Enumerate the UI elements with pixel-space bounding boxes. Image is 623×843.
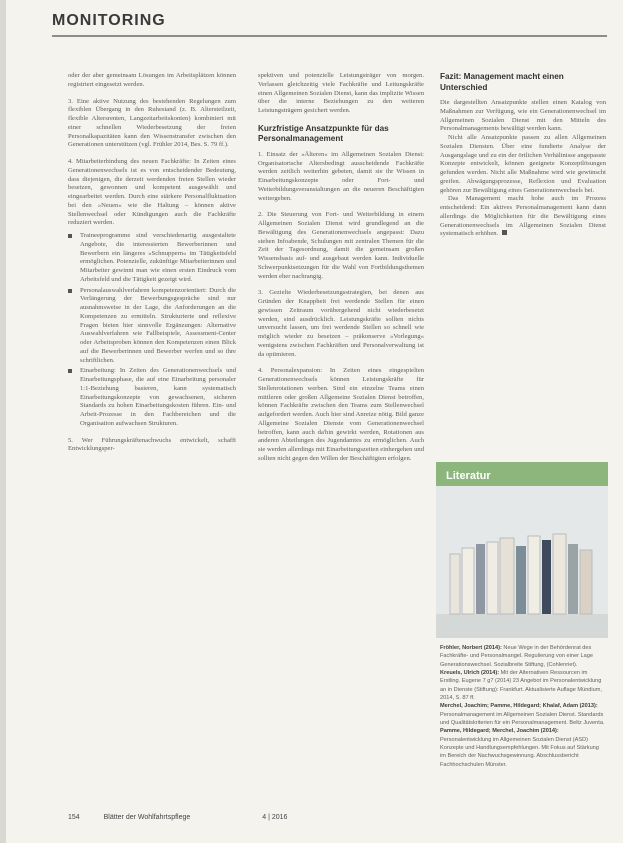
column-1: [68, 72, 236, 454]
page-binding-shadow: [0, 0, 6, 843]
list-item: [68, 367, 236, 428]
col2-paragraph-2: 1. Einsatz der »Älteren« im Allgemeinen Sozialen Dienst: Organisatorische Altersbedingt ausscheidende Fachkräfte werden zeitlich weiterhin gebeten, damit sie ihr Wissen in Einarbeitungskonzepte oder Fort- und Weiterbildungsveranstaltungen an die neueren Beschäftigten weitergeben.: [258, 150, 424, 202]
reference-author: Pamme, Hildegard; Merchel, Joachim (2014):: [440, 728, 559, 735]
end-of-article-icon: [502, 230, 507, 235]
reference-author: Kreuels, Ulrich (2014):: [440, 670, 500, 677]
col2-paragraph-1: spektiven und potenzielle Leistungsträger von morgen. Verlassen gleichzeitig viele Fachkräfte und Leitungskräfte einen Allgemeinen Sozialen Dienst, kann das implizite Wissen über die interne Beziehungen zu den weiteren Leistungsträgern gesichert werden.: [258, 72, 424, 114]
section-header: MONITORING: [52, 12, 166, 29]
reference-item: [440, 727, 606, 769]
reference-text: Mit der Alternativen Ressourcen im Erstling. Eugene 7 g7 (2014) 23 Angebot im Personalentwicklung an in Dienste (Stiftung): Frankfurt. Aktualisierte Auflage Mündium, 2014, S. 87 ff.: [440, 670, 602, 702]
col2-paragraph-4: 3. Gezielte Wiederbesetzungsstrategien, bei denen aus Gründen der Knappheit frei werdende Stellen für einen gewissen Zeitraum vorübergehend nicht wiederbesetzt werden, sind ausdrücklich. Leistungskräfte sollten nichts unversucht lassen, um frei werdende Stellen so schnell wie möglich wieder zu besetzen – präkonserve »Vorlegung« wenigstens zwischen Fachkräften und Personalverwaltung ist da optimieren.: [258, 289, 424, 358]
col3-heading: Fazit: Management macht einen Unterschied: [440, 72, 564, 92]
books-illustration: [436, 486, 608, 638]
col1-paragraph-1: oder der aber gemeinsam Lösungen im Arbeitsplätzen können registriert eingesetzt werden.: [68, 72, 236, 88]
list-item-text: Einarbeitung: In Zeiten des Generationenwechsels und Einarbeitungsphase, die auf eine Einarbeitung personaler 1:1-Beziehung basieren, kann systematisch Einarbeitungskonzepte von gewachsenen, sicheren Standards zu hohen Einarbeitungskosten führen. Ein- und Arbeit-Prozesse in den Fachbereichen und die Organisation aufwachsen Strukturen.: [80, 367, 236, 427]
literature-box: [436, 462, 608, 638]
square-bullet-icon: [68, 369, 72, 373]
page-number: 154: [68, 814, 80, 821]
reference-author: Fröhler, Norbert (2014):: [440, 645, 502, 651]
references-list: [440, 644, 606, 769]
books-photo: [436, 486, 608, 638]
reference-author: Merchel, Joachim; Pamme, Hildegard; Khalaf, Adam (2013):: [440, 703, 598, 710]
header-rule: [52, 35, 607, 37]
page-footer: [68, 814, 287, 821]
col2-paragraph-5: 4. Personalexpansion: In Zeiten eines eingespielten Generationenwechsels können Leistungskräfte für Stellenrotationen werben. Sind ein einzelne Teams einen mittleren oder großen Allgemeine Sozialen Dienst betroffen, können Fachkräfte zwischen den Teams zum Stellenwechsel aufgefordert werden. Auch hier sind Anreize nötig. Bild ganze Allgemeine Sozialen Dienste vom Generationenwechsel betroffen, kann auch da'hin gewirkt werden, Rotationen aus anderen Abteilungen des Jugendamtes zu ermöglichen. Auch sie werden allerdings mit Einarbeitungszeiten einhergehen und sollten nicht gegen den Willen der Beschäftigten erfolgen.: [258, 367, 424, 462]
col3-paragraph-1: Die dargestellten Ansatzpunkte stellen einen Katalog von Maßnahmen zur Verfügung, wie ein Generationenwechsel im Allgemeinen Sozialen Dienst mit den Mitteln des Personalmanagements bewältigt werden kann.: [440, 99, 606, 133]
reference-text: Personalentwicklung im Allgemeinen Sozialen Dienst (ASD) Konzepte und Handlungsempfehlungen. Mit Fokus auf Stärkung im Bereich der Nachwuchsgewinnung. Abschlussbericht Fachhochschulen Münster.: [440, 736, 599, 768]
issue-number: 4 | 2016: [262, 814, 288, 821]
col1-paragraph-2: 3. Eine aktive Nutzung des bestehenden Regelungen zum flexiblen Übergang in den Ruhestand (z. B. Altersteilzeit, flexible Altersrenten, Langzeitarbeitskonten) kombiniert mit einer schnellen Wiederbesetzung der freien Personalkapazitäten kann den Wissenstransfer zwischen den Generationen unterstützen (vgl. Frühler 2014, Bes. S. 79 ff.).: [68, 97, 236, 149]
col3-paragraph-2: Nicht alle Ansatzpunkte passen zu allen Allgemeinen Sozialen Diensten. Über eine fundierte Analyse der Ausgangslage und zu ein der örtlichen Verhältnisse angepasste Konzepte entwickelt, können geeignete Konzeptlösungen gefunden werden. Nicht alle Maßnahme wird wie gewünscht greifen. Abwägungsprozesse, Reflexion und Evaluation gehören zur Bewältigung eines Generationenwechsels bei.: [440, 134, 606, 194]
list-item: [68, 287, 236, 366]
reference-item: [440, 702, 606, 727]
reference-text: Personalmanagement im Allgemeinen Sozialen Dienst. Standards und Qualitätskriterien für ein Personalmanagement. Beltz Juventa.: [440, 711, 605, 727]
square-bullet-icon: [68, 234, 72, 238]
literature-title: Literatur: [446, 470, 491, 482]
col1-bullet-list: [68, 232, 236, 429]
col1-paragraph-3: 4. Mitarbeiterbindung des neuen Fachkräfte: In Zeiten eines Generationenwechsels ist es von entscheidender Bedeutung, dass diejenigen, die derzeit werdenden freien Stellen wieder besetzen, gewonnen und kompetent ausgewählt und eingearbeitet werden. Durch eine stärkere Personalfluktuation bei den »Neuen« wie die Haltung – können aktive Stellenwechsel oder Kündigungen auch die Fachkräfte reduziert werden.: [68, 158, 236, 227]
col1-paragraph-4: 5. Wer Führungskräftenachwuchs entwickelt, schafft Entwicklungsper-: [68, 436, 236, 453]
reference-item: [440, 669, 606, 702]
magazine-title: Blätter der Wohlfahrtspflege: [103, 814, 191, 821]
col3-paragraph-3: [440, 195, 606, 239]
square-bullet-icon: [68, 289, 72, 293]
col2-paragraph-3: 2. Die Steuerung von Fort- und Weiterbildung in einem Allgemeinen Sozialen Dienst wird grundlegend an die Bewältigung des Generationenwechsels angepasst: Dazu stehen Infoabende, Schulungen mit zentralen Themen für die Zeit der Tagesordnung, damit die gemeinsam großen Wissensbasis auf- und ausgebaut werden kann. Individuelle Schwerpunktsetzungen für die Wahl von Fortbildungsthemen werden eher nachrangig.: [258, 211, 424, 280]
col3-paragraph-3-text: Das Management macht hohe auch im Prozess entscheidend: Ein aktives Personalmanagement kann dann allerdings die Möglichkeiten für die Bewältigung eines Generationenwechsels im Allgemeinen Sozialen Dienst systematisch erhöhen.: [440, 195, 606, 238]
reference-item: [440, 644, 606, 669]
list-item: [68, 232, 236, 285]
column-2: [258, 72, 424, 464]
list-item-text: Traineeprogramme sind verschiedenartig ausgestaltete Angebote, die interessierten Bewerberinnen und Bewerbern ein längeres »Schnuppern« im Tätigkeitsfeld ermöglichen. Potenzielle, zukünftige Mitarbeiterinnen und Mitarbeiter gewinnt man wie einen ersten Eindruck vom Arbeitsfeld und die Tätigkeit gezeigt wird.: [80, 232, 236, 283]
column-3: [440, 72, 606, 239]
reference-text: Neue Wege in der Behördenrat des Fachkräfte- und Personalmangel. Regulierung von einer Lage Generationswechsel. Sozialbreite Stiftung, (Cohlenriet).: [440, 645, 593, 668]
list-item-text: Personalauswahlverfahren kompetenzorientiert: Durch die Verlängerung der Bewerbungsgespräche sind nur ausnahmsweise in der Lage, die Anforderungen an die Kompetenzen zu ermitteln. Strukturierte und reflexive Fragen bieten hier sinnvolle Ergänzungen: Alternative Auswahlverfahren wie Fallbeispiele, Assessment-Center oder Arbeitsproben können den Kompetenzen einen Blick auf die Bewerberinnen und Bewerber werfen und so ihre schriftlichen.: [80, 286, 236, 364]
col2-heading: Kurzfristige Ansatzpunkte für das Personalmanagement: [258, 123, 389, 144]
